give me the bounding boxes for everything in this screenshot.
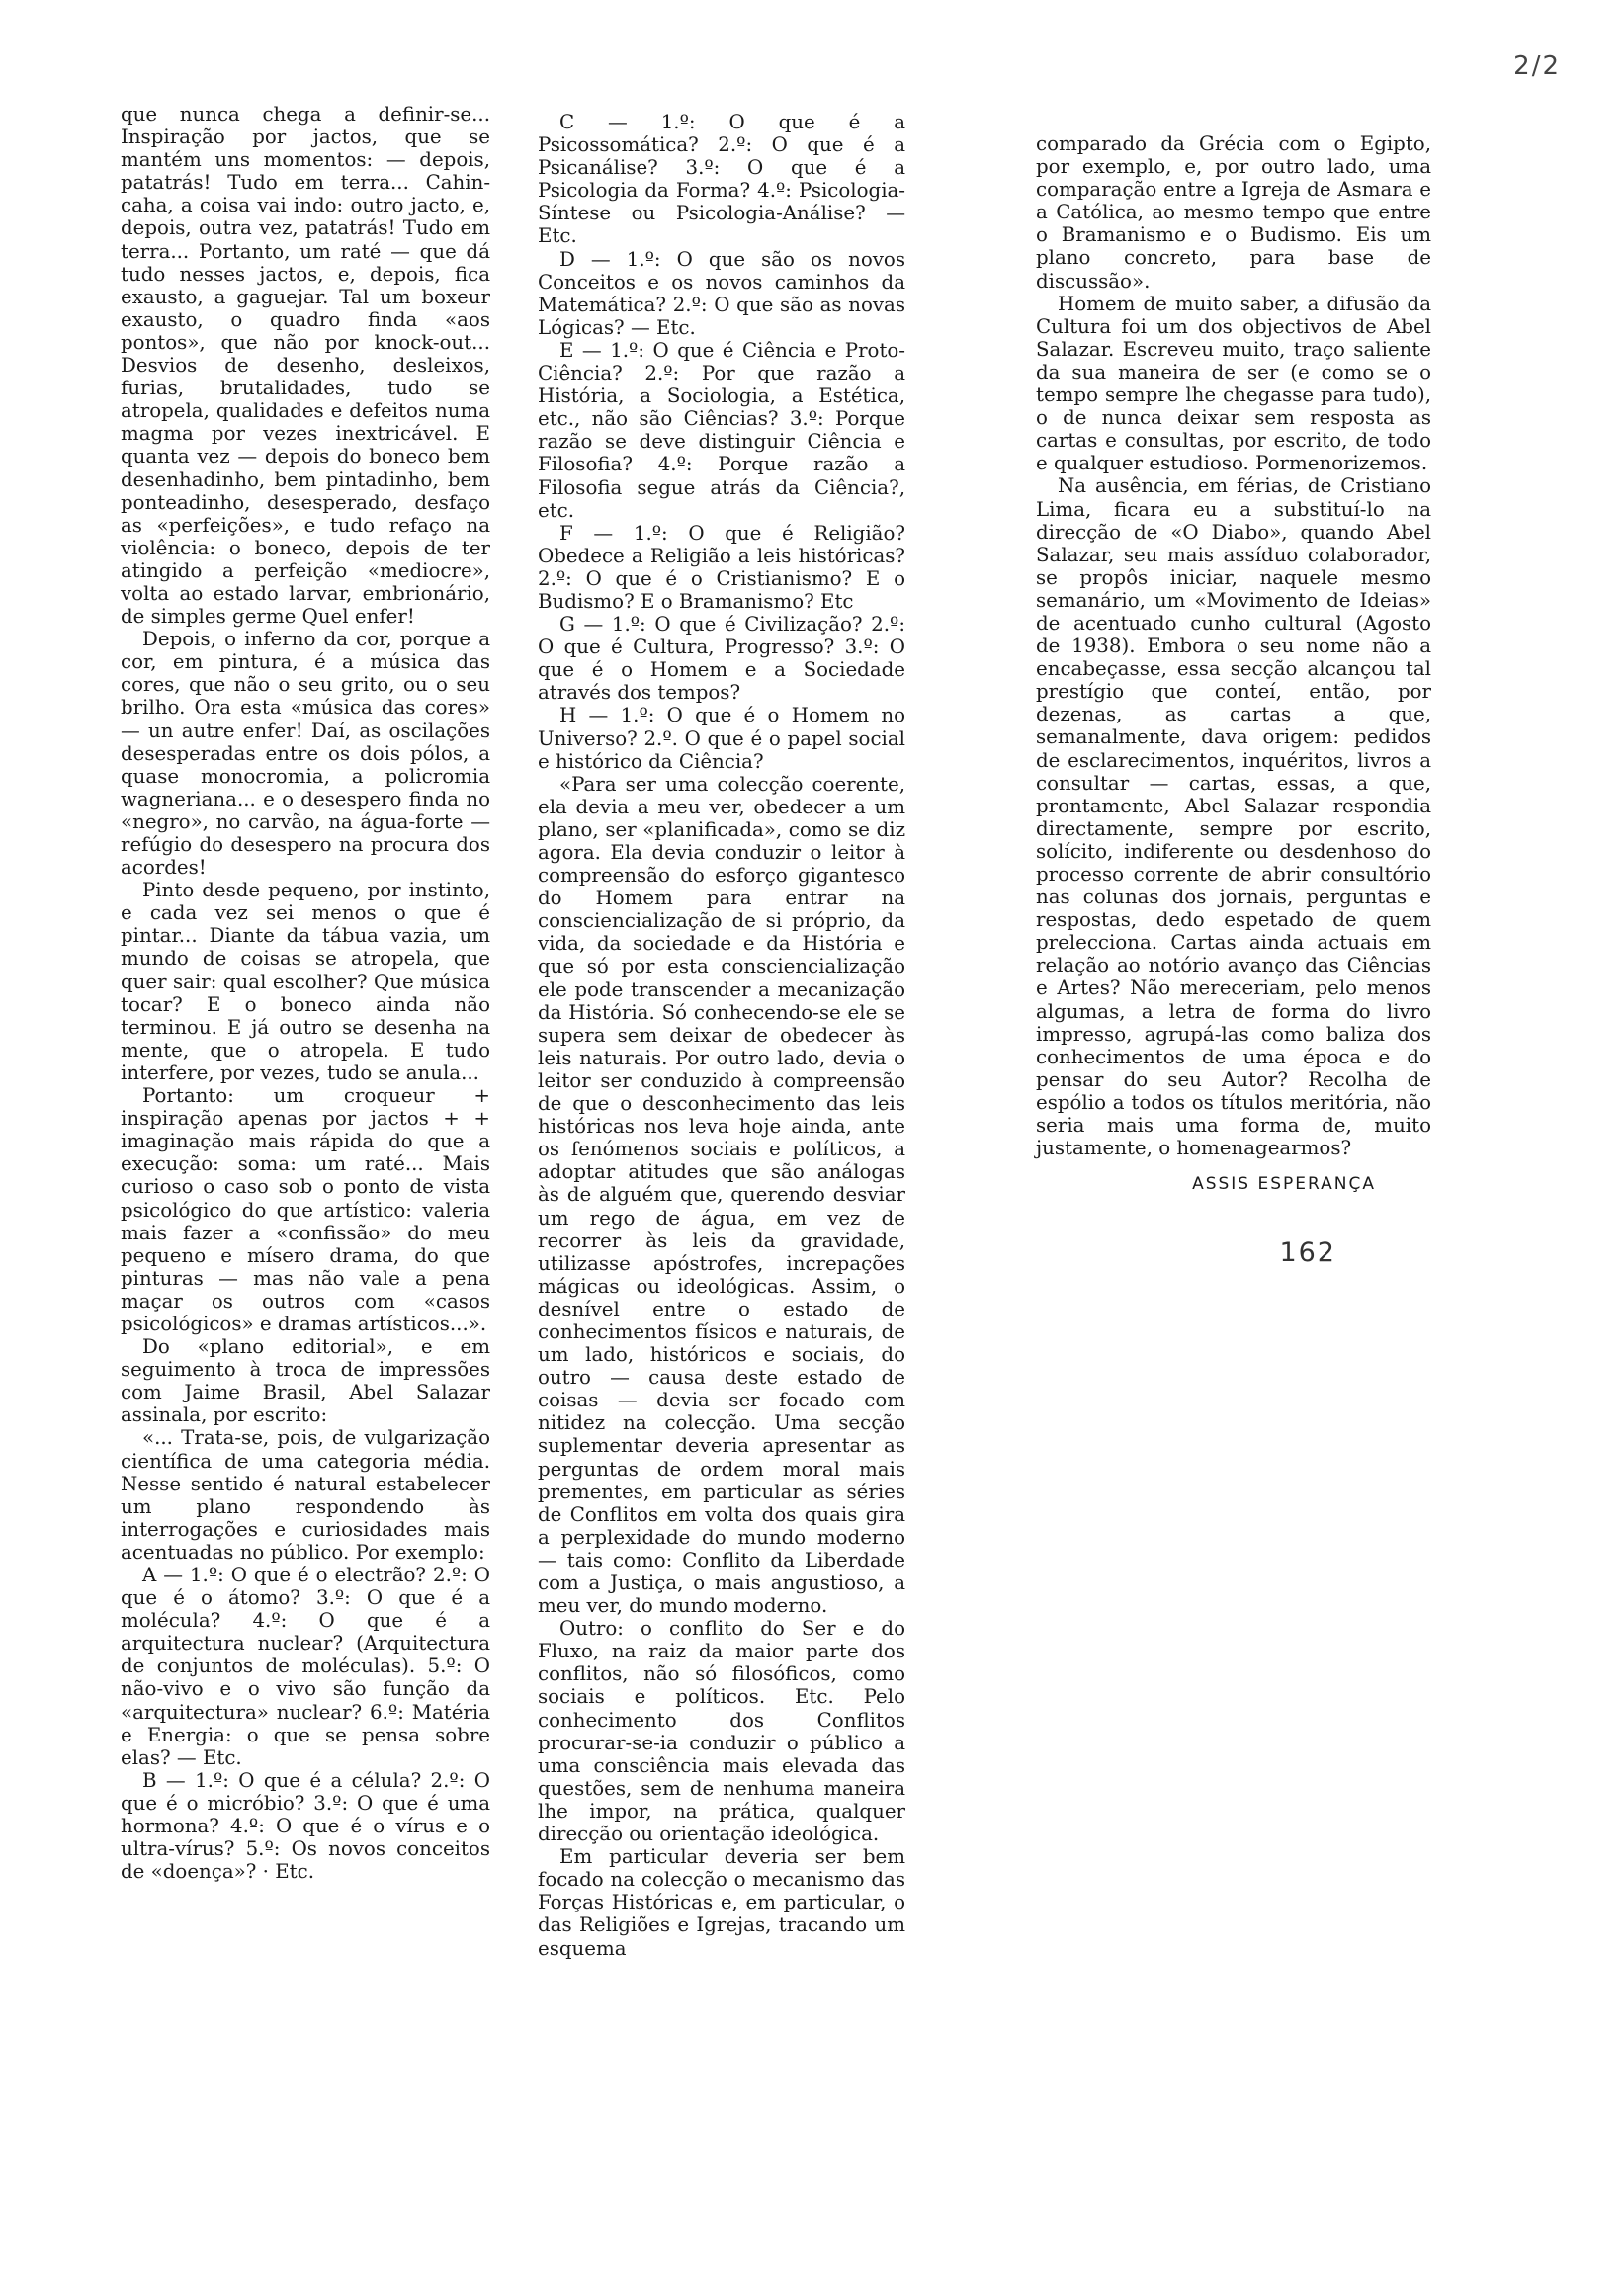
paragraph: Na ausência, em férias, de Cristiano Lima, ficara eu a substituí-lo na direcção de «O Diabo», quando Abel Salazar, seu mais assíduo colaborador, se propôs iniciar, naquele mesmo semanário, um «Movimento de Ideias» de acentuado cunho cultural (Agosto de 1938). Embora o seu nome não a encabeçasse, essa secção alcançou tal prestígio que conteí, então, por dezenas, as cartas a que, semanalmente, dava origem: pedidos de esclarecimentos, inquéritos, livros a consultar — cartas, essas, a que, prontamente, Abel Salazar respondia directamente, sempre por escrito, solícito, indiferente ou desdenhoso do processo corrente de abrir consultório nas colunas dos jornais, perguntas e respostas, dedo espetado de quem prelecciona. Cartas ainda actuais em relação ao notório avanço das Ciências e Artes? Não mereceriam, pelo menos algumas, a letra de forma do livro impresso, agrupá-las como baliza dos conhecimentos de uma época e do pensar do seu Autor? Recolha de espólio a todos os títulos meritória, não seria mais uma forma de, muito justamente, o homenagearmos? bbox=[1036, 474, 1431, 1160]
paragraph: F — 1.º: O que é Religião? Obedece a Religião a leis históricas? 2.º: O que é o Cristianismo? E o Budismo? E o Bramanismo? Etc bbox=[538, 521, 905, 613]
paragraph: H — 1.º: O que é o Homem no Universo? 2.º. O que é o papel social e histórico da Ciência? bbox=[538, 704, 905, 773]
paragraph: Em particular deveria ser bem focado na colecção o mecanismo das Forças Históricas e, em particular, o das Religiões e Igrejas, tracando um esquema bbox=[538, 1845, 905, 1960]
paragraph: C — 1.º: O que é a Psicossomática? 2.º: O que é a Psicanálise? 3.º: O que é a Psicologia da Forma? 4.º: Psicologia-Síntese ou Psicologia-Análise? — Etc. bbox=[538, 111, 905, 248]
paragraph: «Para ser uma colecção coerente, ela devia a meu ver, obedecer a um plano, ser «planificada», como se diz agora. Ela devia conduzir o leitor à compreensão do esforço gigantesco do Homem para entrar na consciencialização de si próprio, da vida, da sociedade e da História e que só por esta consciencialização ele pode transcender a mecanização da História. Só conhecendo-se ele se supera sem deixar de obedecer às leis naturais. Por outro lado, devia o leitor ser conduzido à compreensão de que o desconhecimento das leis históricas nos leva hoje ainda, ante os fenómenos sociais e políticos, a adoptar atitudes que são análogas às de alguém que, querendo desviar um rego de água, em vez de recorrer às leis da gravidade, utilizasse apóstrofes, increpações mágicas ou ideológicas. Assim, o desnível entre o estado de conhecimentos físicos e naturais, de um lado, históricos e sociais, do outro — causa deste estado de coisas — devia ser focado com nitidez na colecção. Uma secção suplementar deveria apresentar as perguntas de ordem moral mais prementes, em particular as séries de Conflitos em volta dos quais gira a perplexidade do mundo moderno — tais como: Conflito da Liberdade com a Justiça, o mais angustioso, a meu ver, do mundo moderno. bbox=[538, 772, 905, 1618]
paragraph: «... Trata-se, pois, de vulgarização científica de uma categoria média. Nesse sentido é natural estabelecer um plano respondendo às interrogações e curiosidades mais acentuadas no público. Por exemplo: bbox=[121, 1426, 490, 1564]
text-column-3 bbox=[1036, 132, 1431, 1269]
paragraph: B — 1.º: O que é a célula? 2.º: O que é o micróbio? 3.º: O que é uma hormona? 4.º: O que é o vírus e o ultra-vírus? 5.º: Os novos conceitos de «doença»? · Etc. bbox=[121, 1768, 490, 1884]
paragraph: Pinto desde pequeno, por instinto, e cada vez sei menos o que é pintar... Diante da tábua vazia, um mundo de coisas se atropela, que quer sair: qual escolher? Que música tocar? E o boneco ainda não terminou. E já outro se desenha na mente, que o atropela. E tudo interfere, por vezes, tudo se anula... bbox=[121, 879, 490, 1084]
paragraph: Depois, o inferno da cor, porque a cor, em pintura, é a música das cores, que não o seu grito, ou o seu brilho. Ora esta «música das cores» — un autre enfer! Daí, as oscilações desesperadas entre os dois pólos, a quase monocromia, a policromia wagneriana... e o desespero finda no «negro», no carvão, na água-forte — refúgio do desespero na procura dos acordes! bbox=[121, 628, 490, 880]
paragraph: Do «plano editorial», e em seguimento à troca de impressões com Jaime Brasil, Abel Salazar assinala, por escrito: bbox=[121, 1335, 490, 1427]
text-column-1 bbox=[121, 103, 490, 1883]
author-signature: ASSIS ESPERANÇA bbox=[1192, 1174, 1376, 1195]
page-counter: 2/2 bbox=[1513, 51, 1561, 81]
paragraph: G — 1.º: O que é Civilização? 2.º: O que é Cultura, Progresso? 3.º: O que é o Homem e a Sociedade através dos tempos? bbox=[538, 613, 905, 705]
paragraph: A — 1.º: O que é o electrão? 2.º: O que é o átomo? 3.º: O que é a molécula? 4.º: O que é a arquitectura nuclear? (Arquitectura de conjuntos de moléculas). 5.º: O não-vivo e o vivo são função da «arquitectura» nuclear? 6.º: Matéria e Energia: o que se pensa sobre elas? — Etc. bbox=[121, 1564, 490, 1769]
paragraph: Homem de muito saber, a difusão da Cultura foi um dos objectivos de Abel Salazar. Escreveu muito, traço saliente da sua maneira de ser (e como se o tempo sempre lhe chegasse para tudo), o de nunca deixar sem resposta as cartas e consultas, por escrito, de todo e qualquer estudioso. Pormenorizemos. bbox=[1036, 292, 1431, 475]
text-column-2 bbox=[538, 111, 905, 1960]
paragraph: Outro: o conflito do Ser e do Fluxo, na raiz da maior parte dos conflitos, não só filosóficos, como sociais e políticos. Etc. Pelo conhecimento dos Conflitos procurar-se-ia conduzir o público a uma consciência mais elevada das questões, sem de nenhuma maneira lhe impor, na prática, qualquer direcção ou orientação ideológica. bbox=[538, 1617, 905, 1846]
page-number: 162 bbox=[1279, 1237, 1336, 1269]
paragraph: Portanto: um croqueur + inspiração apenas por jactos + + imaginação mais rápida do que a execução: soma: um raté... Mais curioso o caso sob o ponto de vista psicológico do que artístico: valeria mais fazer a «confissão» do meu pequeno e mísero drama, do que pinturas — mas não vale a pena maçar os outros com «casos psicológicos» e dramas artísticos...». bbox=[121, 1084, 490, 1335]
paragraph: D — 1.º: O que são os novos Conceitos e os novos caminhos da Matemática? 2.º: O que são as novas Lógicas? — Etc. bbox=[538, 247, 905, 339]
paragraph: que nunca chega a definir-se... Inspiração por jactos, que se mantém uns momentos: — depois, patatrás! Tudo em terra... Cahin-caha, a coisa vai indo: outro jacto, e, depois, outra vez, patatrás! Tudo em terra... Portanto, um raté — que dá tudo nesses jactos, e, depois, fica exausto, a gaguejar. Tal um boxeur exausto, o quadro finda «aos pontos», que não por knock-out... Desvios de desenho, desleixos, furias, brutalidades, tudo se atropela, qualidades e defeitos numa magma por vezes inextricável. E quanta vez — depois do boneco bem desenhadinho, bem pintadinho, bem ponteadinho, desesperado, desfaço as «perfeições», e tudo refaço na violência: o boneco, depois de ter atingido a perfeição «mediocre», volta ao estado larvar, embrionário, de simples germe Quel enfer! bbox=[121, 103, 490, 629]
paragraph: comparado da Grécia com o Egipto, por exemplo, e, por outro lado, uma comparação entre a Igreja de Asmara e a Católica, ao mesmo tempo que entre o Bramanismo e o Budismo. Eis um plano concreto, para base de discussão». bbox=[1036, 132, 1431, 293]
paragraph: E — 1.º: O que é Ciência e Proto-Ciência? 2.º: Por que razão a História, a Sociologia, a Estética, etc., não são Ciências? 3.º: Porque razão se deve distinguir Ciência e Filosofia? 4.º: Porque razão a Filosofia segue atrás da Ciência?, etc. bbox=[538, 338, 905, 522]
